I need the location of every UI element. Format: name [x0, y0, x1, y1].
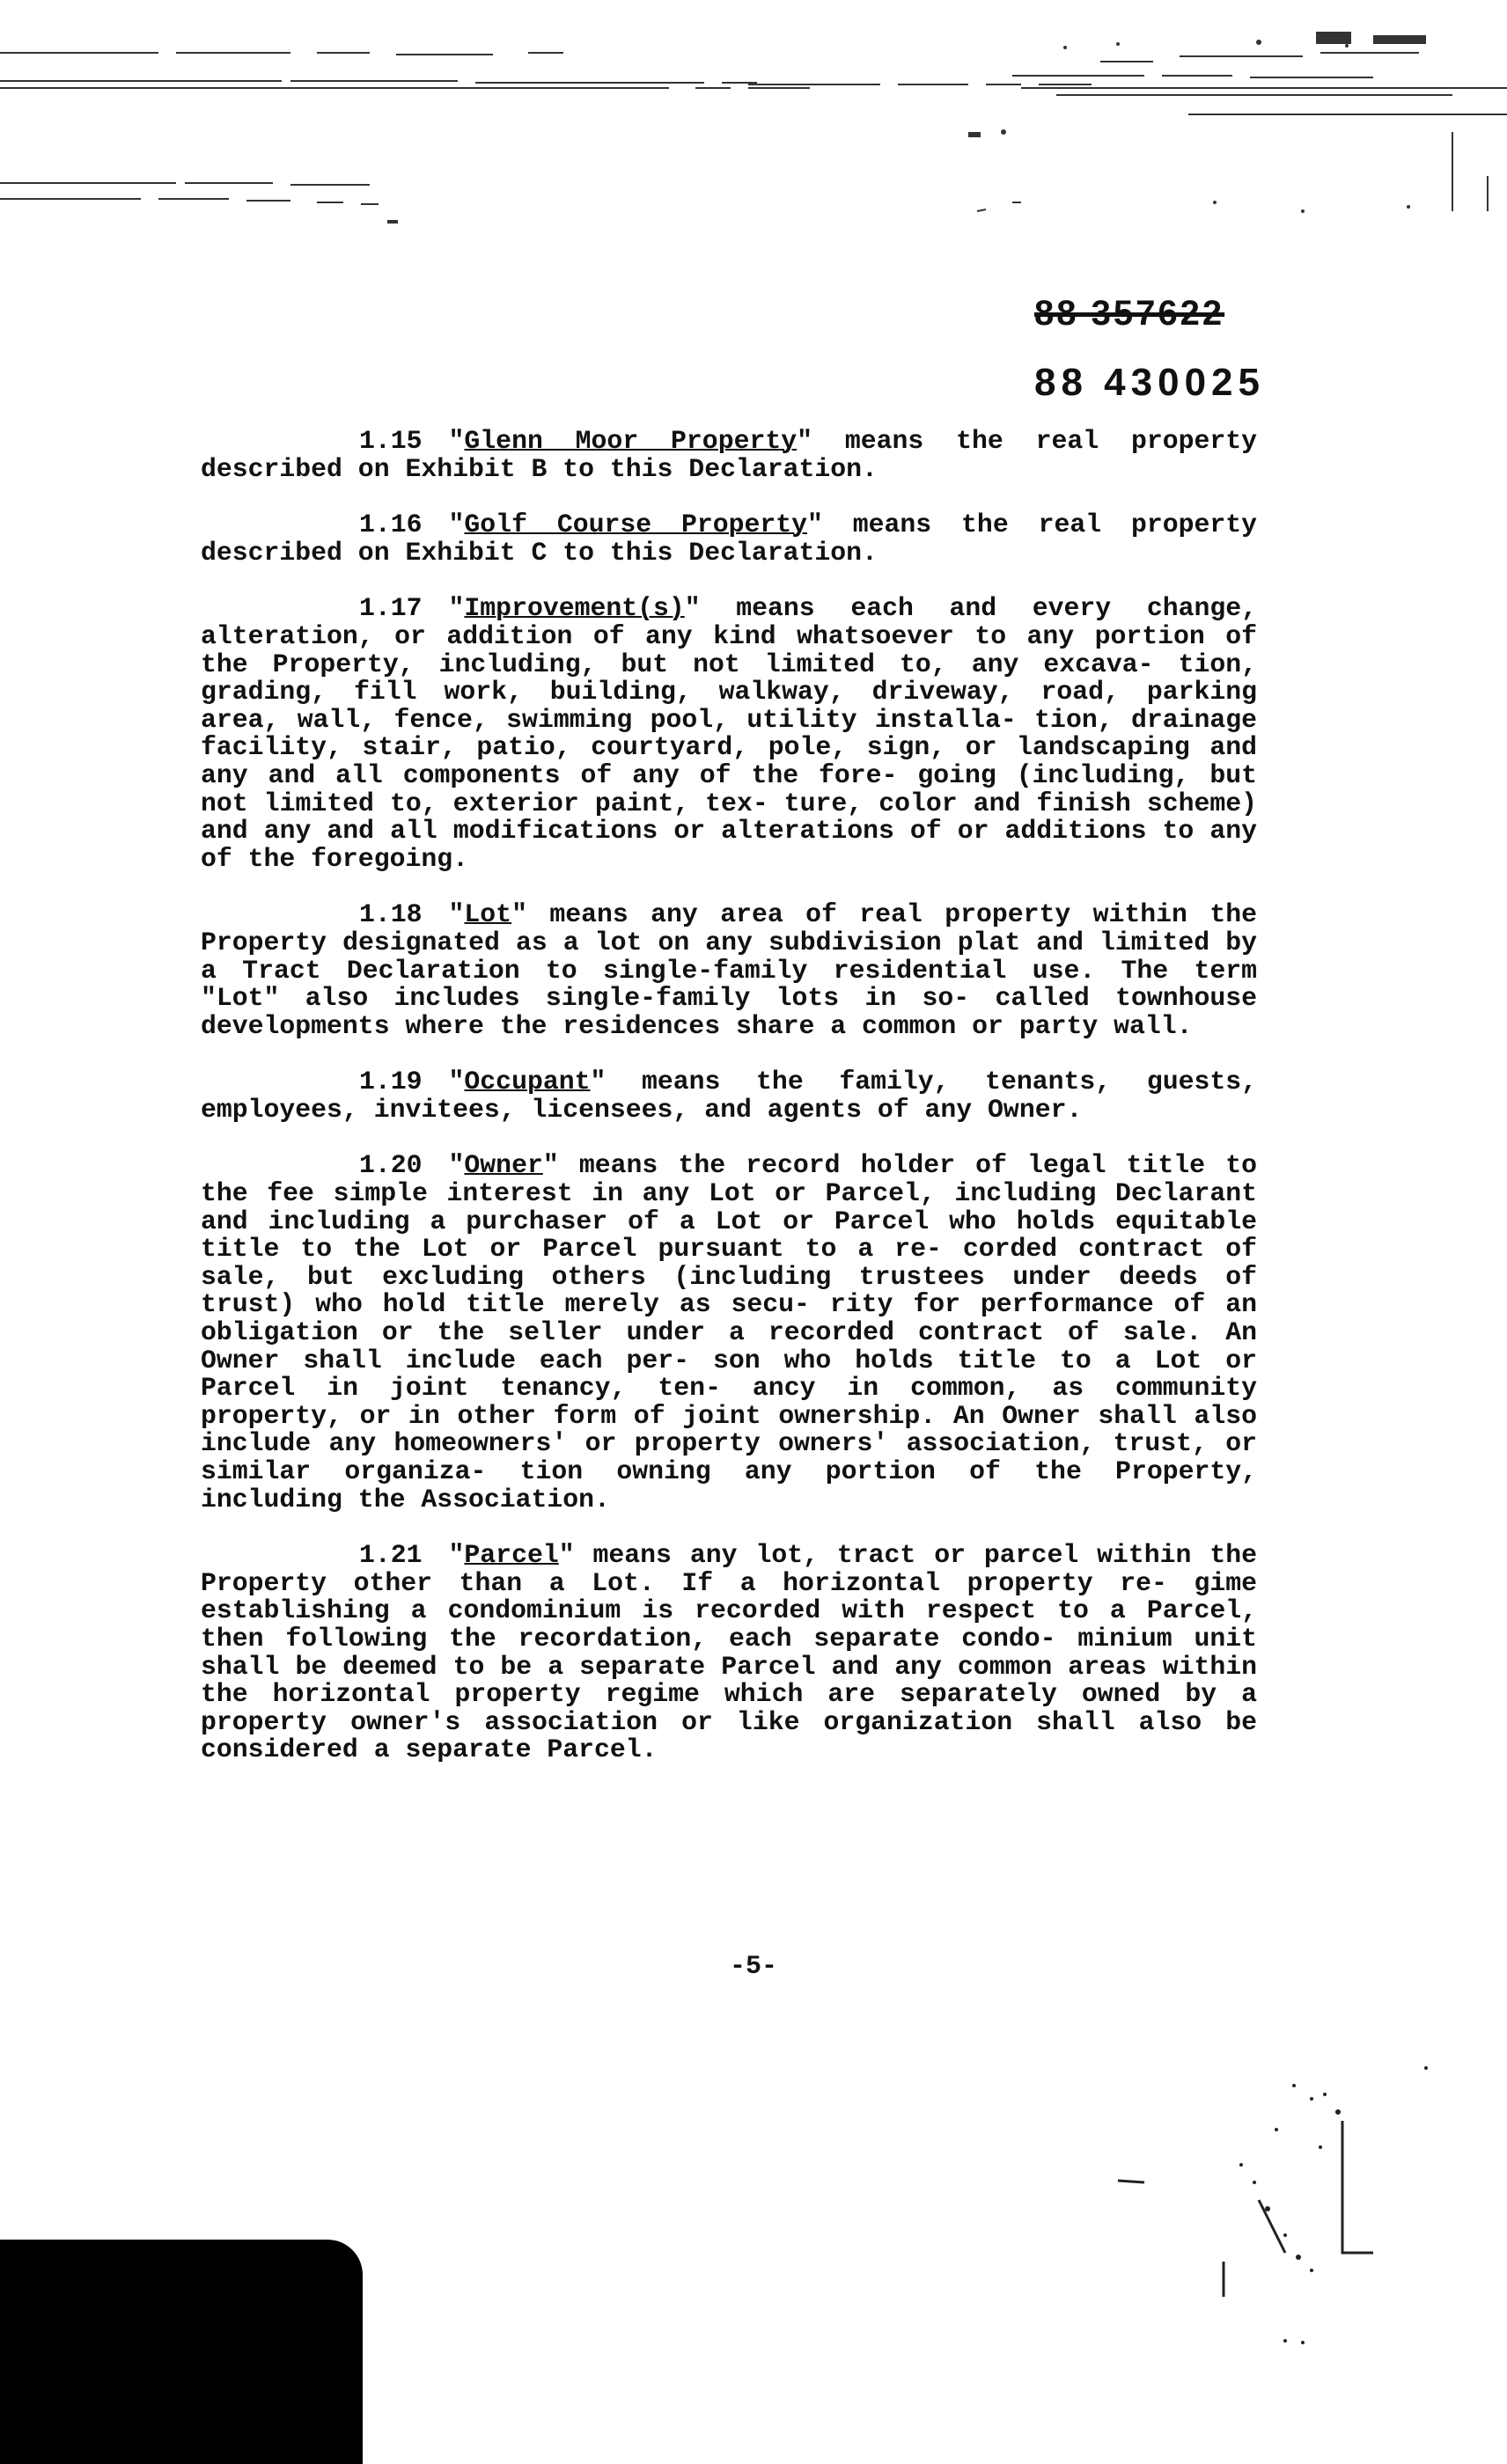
definition-text: " means the real property described on Exhibit B to this Declaration. [201, 426, 1257, 484]
definition-text: " means the record holder of legal title to the fee simple interest in any Lot or Parcel, including Declarant and including a purchaser of a Lot or Parcel who holds equitable title to the Lot or Parcel pursuant to a re- corded contract of sale, but excluding others (including trustees under deeds of trust) who hold title merely as secu- rity for performance of an obligation or the seller under a recorded contract of sale. An Owner shall include each per- son who holds title to a Lot or Parcel in joint tenancy, ten- ancy in common, as community property, or in other form of joint ownership. An Owner shall also include any homeowners' or property owners' association, trust, or similar organiza- tion owning any portion of the Property, including the Association. [201, 1150, 1257, 1514]
scan-artifacts-top [0, 0, 1507, 264]
redaction-block [0, 2240, 363, 2464]
definition-text: " means the real property described on Exhibit C to this Declaration. [201, 510, 1258, 568]
page-number: -5- [729, 1952, 777, 1982]
section-number: 1.19 [359, 1067, 423, 1097]
defined-term: Lot [464, 899, 512, 930]
definition-1-18: 1.18 "Lot" means any area of real property within the Property designated as a lot on any subdivision plat and limited by a Tract Declaration to single-family residential use. The term "Lot" also includes single-family lots in so- called townhouse developments where the residences share a common or party wall. [201, 899, 1257, 1041]
scan-artifacts-bottom [1109, 2050, 1444, 2402]
section-number: 1.16 [359, 510, 423, 540]
definition-1-16: 1.16 "Golf Course Property" means the real property described on Exhibit C to this Declaration. [201, 510, 1258, 568]
recording-number: 88 430025 [1034, 361, 1265, 404]
definition-1-17: 1.17 "Improvement(s)" means each and every change, alteration, or addition of any kind whatsoever to any portion of the Property, including, but not limited to, any excava- tion, grading, fill work, building, walkway, driveway, road, parking area, wall, fence, swimming pool, utility installa- tion, drainage facility, stair, patio, courtyard, pole, sign, or landscaping and any and all components of any of the fore- going (including, but not limited to, exterior paint, tex- ture, color and finish scheme) and any and all modifications or alterations of or additions to any of the foregoing. [201, 593, 1257, 874]
defined-term: Golf Course Property [464, 510, 808, 540]
defined-term: Improvement(s) [464, 593, 685, 624]
definition-1-21: 1.21 "Parcel" means any lot, tract or parcel within the Property other than a Lot. If a horizontal property re- gime establishing a condominium is recorded with respect to a Parcel, then following the recordation, each separate condo- minium unit shall be deemed to be a separate Parcel and any common areas within the horizontal property regime which are separately owned by a property owner's association or like organization shall also be considered a separate Parcel. [201, 1540, 1257, 1765]
defined-term: Occupant [464, 1067, 591, 1097]
section-number: 1.21 [359, 1540, 423, 1571]
definition-1-20: 1.20 "Owner" means the record holder of legal title to the fee simple interest in any Lot or Parcel, including Declarant and including a purchaser of a Lot or Parcel who holds equitable title to the Lot or Parcel pursuant to a re- corded contract of sale, but excluding others (including trustees under deeds of trust) who hold title merely as secu- rity for performance of an obligation or the seller under a recorded contract of sale. An Owner shall include each per- son who holds title to a Lot or Parcel in joint tenancy, ten- ancy in common, as community property, or in other form of joint ownership. An Owner shall also include any homeowners' or property owners' association, trust, or similar organiza- tion owning any portion of the Property, including the Association. [201, 1150, 1257, 1514]
definition-text: " means any area of real property within the Property designated as a lot on any subdivision plat and limited by a Tract Declaration to single-family residential use. The term "Lot" also includes single-family lots in so- called townhouse developments where the residences share a common or party wall. [201, 899, 1257, 1041]
defined-term: Parcel [464, 1540, 559, 1571]
definitions-body [201, 428, 1257, 1793]
section-number: 1.20 [359, 1150, 423, 1181]
section-number: 1.18 [359, 899, 423, 930]
definition-1-15: 1.15 "Glenn Moor Property" means the real property described on Exhibit B to this Declaration. [201, 426, 1257, 484]
defined-term: Owner [464, 1150, 543, 1181]
section-number: 1.15 [359, 426, 423, 456]
definition-text: " means any lot, tract or parcel within the Property other than a Lot. If a horizontal property re- gime establishing a condominium is recorded with respect to a Parcel, then following the recordation, each separate condo- minium unit shall be deemed to be a separate Parcel and any common areas within the horizontal property regime which are separately owned by a property owner's association or like organization shall also be considered a separate Parcel. [201, 1540, 1257, 1765]
definition-text: " means the family, tenants, guests, employees, invitees, licensees, and agents of any Owner. [201, 1067, 1257, 1125]
definition-text: " means each and every change, alteration, or addition of any kind whatsoever to any portion of the Property, including, but not limited to, any excava- tion, grading, fill work, building, walkway, driveway, road, parking area, wall, fence, swimming pool, utility installa- tion, drainage facility, stair, patio, courtyard, pole, sign, or landscaping and any and all components of any of the fore- going (including, but not limited to, exterior paint, tex- ture, color and finish scheme) and any and all modifications or alterations of or additions to any of the foregoing. [201, 593, 1257, 874]
section-number: 1.17 [359, 593, 423, 624]
recording-number-struck: 88 357622 [1034, 294, 1225, 333]
definition-1-19: 1.19 "Occupant" means the family, tenants, guests, employees, invitees, licensees, and agents of any Owner. [201, 1067, 1257, 1125]
defined-term: Glenn Moor Property [464, 426, 798, 456]
